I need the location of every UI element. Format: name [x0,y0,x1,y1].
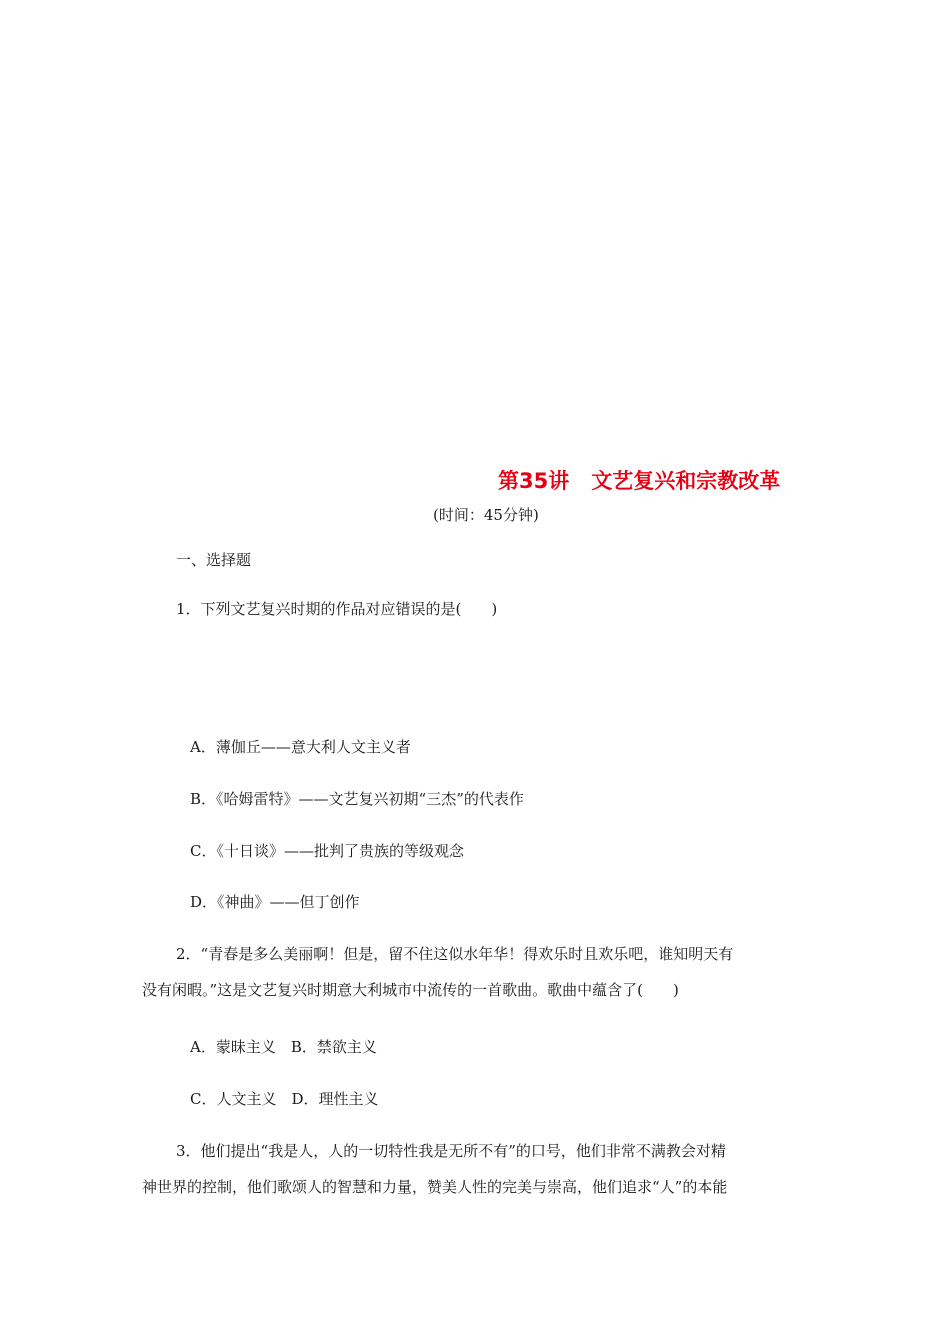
question-1-option-b: B．《哈姆雷特》——文艺复兴初期“三杰”的代表作 [190,790,524,808]
question-2-stem-line-2: 没有闲暇。”这是文艺复兴时期意大利城市中流传的一首歌曲。歌曲中蕴含了( ) [142,981,679,999]
question-2-options-row-1: A．蒙昧主义 B．禁欲主义 [190,1038,377,1056]
question-2-options-row-2: C．人文主义 D．理性主义 [190,1090,379,1108]
title-topic: 文艺复兴和宗教改革 [591,469,781,493]
question-1-stem: 1．下列文艺复兴时期的作品对应错误的是( ) [176,600,498,618]
title-lecture-number: 第35讲 [498,469,570,493]
question-3-stem-line-2: 神世界的控制，他们歌颂人的智慧和力量，赞美人性的完美与崇高，他们追求“人”的本能 [142,1178,728,1196]
section-heading: 一、选择题 [176,551,252,569]
page-title [498,468,780,494]
time-note: (时间：45分钟) [433,506,539,524]
question-2-stem-line-1: 2．“青春是多么美丽啊！但是，留不住这似水年华！得欢乐时且欢乐吧，谁知明天有 [176,945,734,963]
question-1-option-a: A．薄伽丘——意大利人文主义者 [190,738,411,756]
question-1-option-d: D．《神曲》——但丁创作 [190,893,360,911]
question-1-option-c: C．《十日谈》——批判了贵族的等级观念 [190,842,464,860]
question-3-stem-line-1: 3．他们提出“我是人，人的一切特性我是无所不有”的口号，他们非常不满教会对精 [176,1142,726,1160]
